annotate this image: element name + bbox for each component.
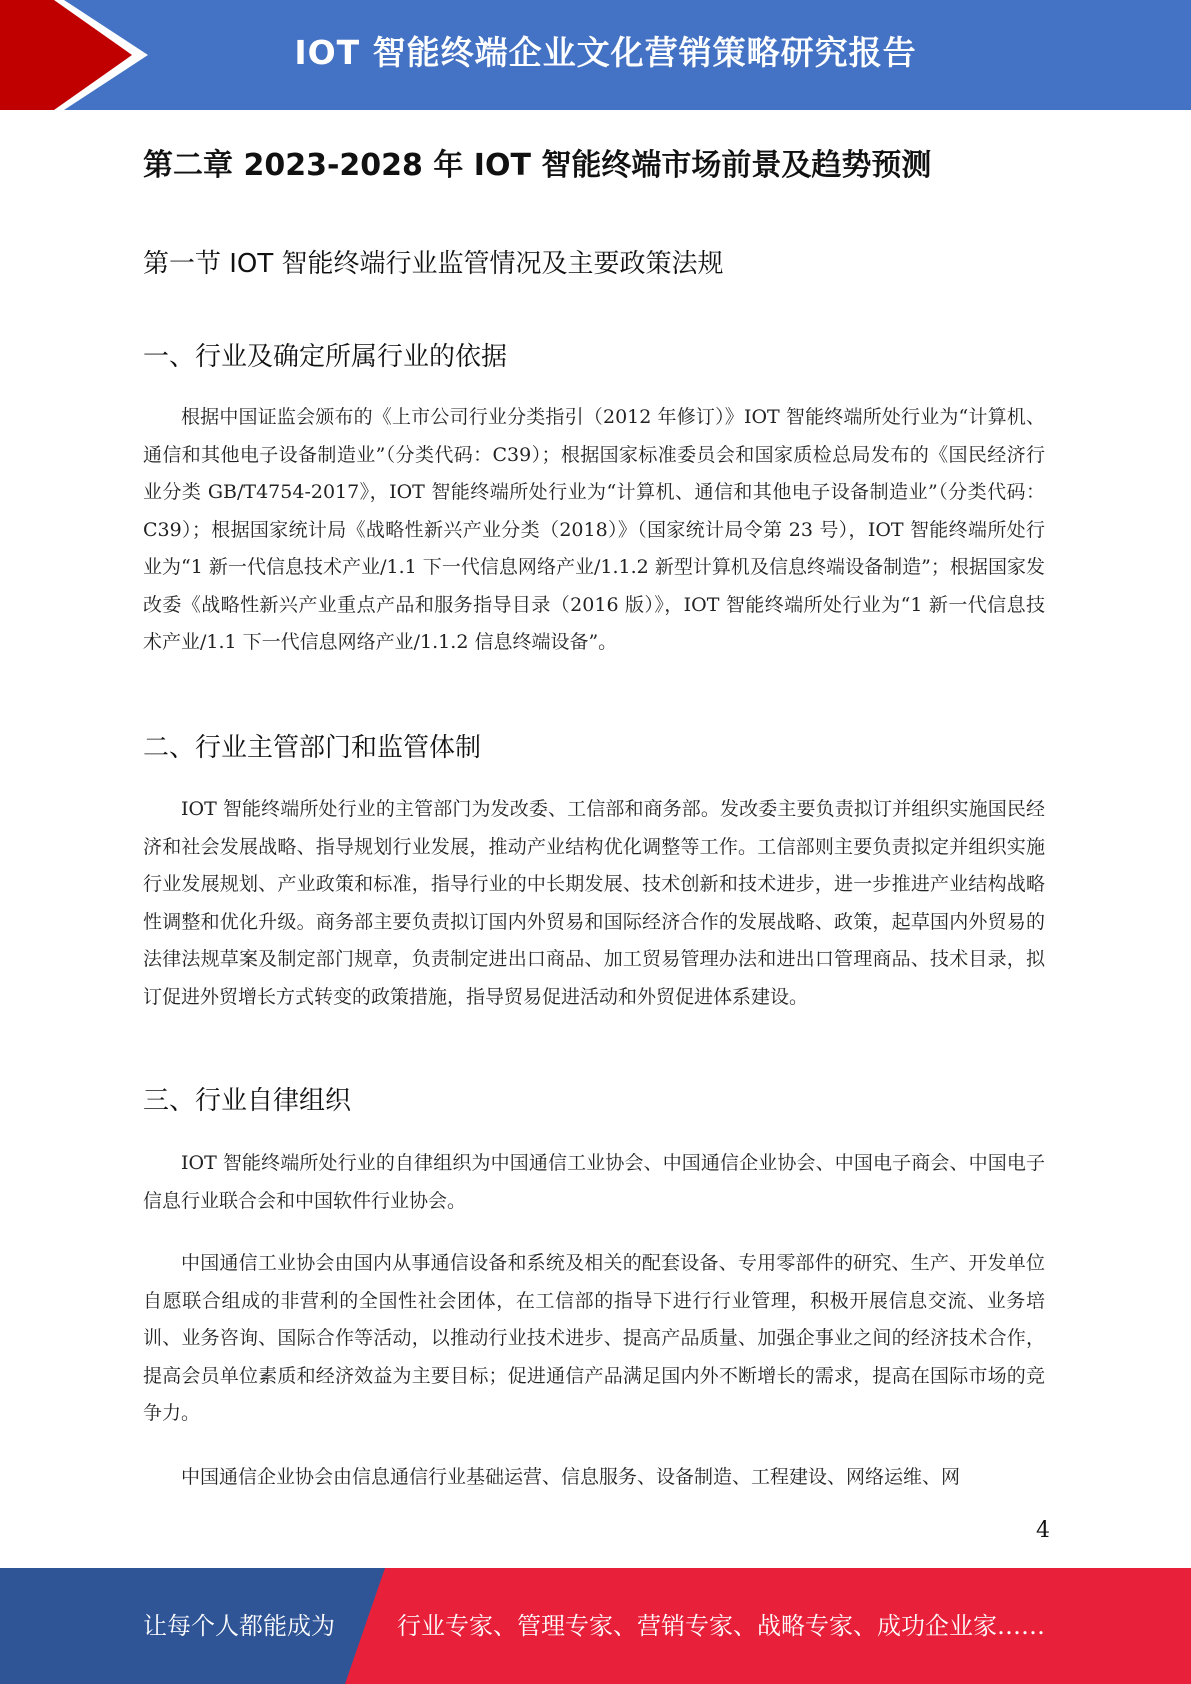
paragraph: 根据中国证监会颁布的《上市公司行业分类指引（2012 年修订）》IOT 智能终端所处行业为“计算机、通信和其他电子设备制造业”（分类代码：C39）；根据国家标准委员会和国家质检总局发布的《国民经济行业分类 GB/T4754-2017》，IOT 智能终端所处行业为“计算机、通信和其他电子设备制造业”（分类代码：C39）；根据国家统计局《战略性新兴产业分类（2018）》（国家统计局令第 23 号），IOT 智能终端所处行业为“1 新一代信息技术产业/1.1 下一代信息网络产业/1.1.2 新型计算机及信息终端设备制造”；根据国家发改委《战略性新兴产业重点产品和服务指导目录（2016 版）》，IOT 智能终端所处行业为“1 新一代信息技术产业/1.1 下一代信息网络产业/1.1.2 信息终端设备”。 bbox=[143, 406, 1045, 653]
subsection-title-1: 一、行业及确定所属行业的依据 bbox=[143, 342, 508, 372]
paragraph: 中国通信工业协会由国内从事通信设备和系统及相关的配套设备、专用零部件的研究、生产、开发单位自愿联合组成的非营利的全国性社会团体，在工信部的指导下进行行业管理，积极开展信息交流、业务培训、业务咨询、国际合作等活动，以推动行业技术进步、提高产品质量、加强企事业之间的经济技术合作，提高会员单位素质和经济效益为主要目标；促进通信产品满足国内外不断增长的需求，提高在国际市场的竞争力。 bbox=[143, 1252, 1045, 1424]
footer-slogan-left: 让每个人都能成为 bbox=[143, 1612, 335, 1640]
paragraph: IOT 智能终端所处行业的主管部门为发改委、工信部和商务部。发改委主要负责拟订并组织实施国民经济和社会发展战略、指导规划行业发展，推动产业结构优化调整等工作。工信部则主要负责拟定并组织实施行业发展规划、产业政策和标准，指导行业的中长期发展、技术创新和技术进步，进一步推进产业结构战略性调整和优化升级。商务部主要负责拟订国内外贸易和国际经济合作的发展战略、政策，起草国内外贸易的法律法规草案及制定部门规章，负责制定进出口商品、加工贸易管理办法和进出口管理商品、技术目录，拟订促进外贸增长方式转变的政策措施，指导贸易促进活动和外贸促进体系建设。 bbox=[143, 798, 1045, 1008]
report-title: IOT 智能终端企业文化营销策略研究报告 bbox=[294, 33, 917, 72]
subsection-title-3: 三、行业自律组织 bbox=[143, 1086, 352, 1116]
subsection-title-2: 二、行业主管部门和监管体制 bbox=[143, 733, 482, 763]
footer-slogan-right: 行业专家、管理专家、营销专家、战略专家、成功企业家…… bbox=[397, 1612, 1045, 1640]
page-number: 4 bbox=[1036, 1518, 1050, 1543]
chapter-title: 第二章 2023-2028 年 IOT 智能终端市场前景及趋势预测 bbox=[143, 148, 932, 183]
page-header bbox=[0, 0, 1191, 110]
section-title: 第一节 IOT 智能终端行业监管情况及主要政策法规 bbox=[143, 249, 724, 279]
paragraph: IOT 智能终端所处行业的自律组织为中国通信工业协会、中国通信企业协会、中国电子商会、中国电子信息行业联合会和中国软件行业协会。 bbox=[143, 1152, 1045, 1212]
page-footer bbox=[0, 1568, 1191, 1684]
paragraph: 中国通信企业协会由信息通信行业基础运营、信息服务、设备制造、工程建设、网络运维、网 bbox=[181, 1466, 961, 1488]
